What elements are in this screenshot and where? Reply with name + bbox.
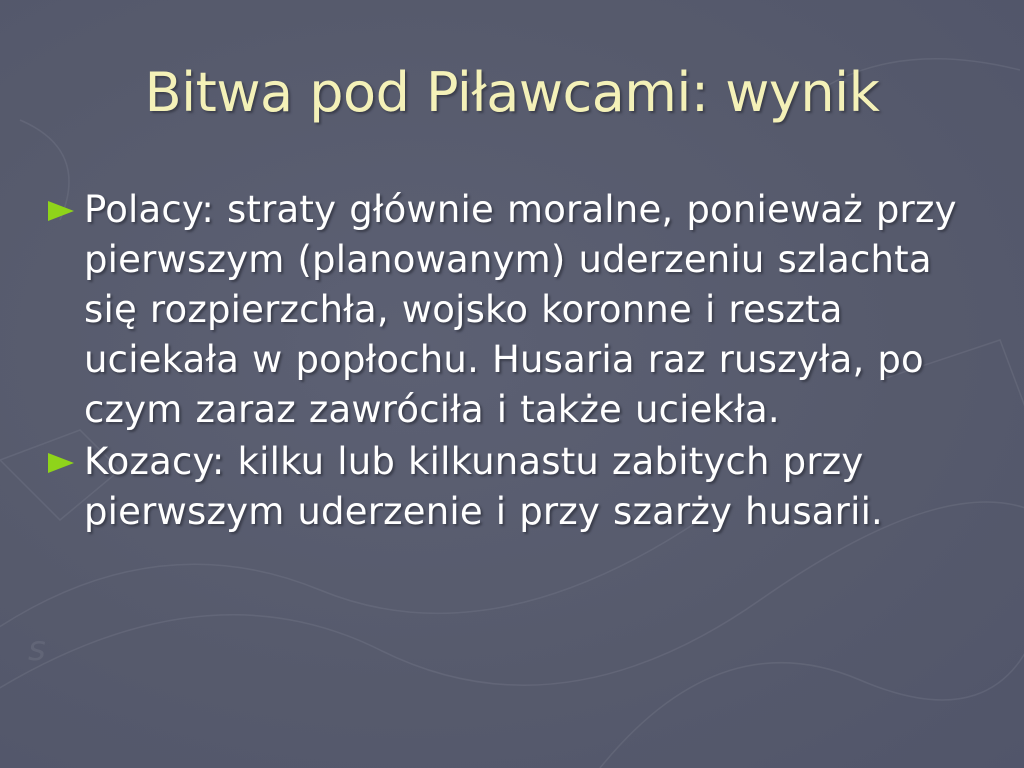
right-triangle-icon [46,198,76,224]
svg-text:s: s [28,629,46,669]
bullet-item-polacy [46,185,986,435]
bullet-item-kozacy [46,437,986,537]
slide-title: Bitwa pod Piławcami: wynik [144,61,880,124]
bullet-text: Kozacy: kilku lub kilkunastu zabitych przy pierwszym uderzenie i przy szarży husarii. [84,440,884,533]
right-triangle-icon [46,450,76,476]
bullet-text: Polacy: straty głównie moralne, ponieważ przy pierwszym (planowanym) uderzeniu szlachta się rozpierzchła, wojsko koronne i reszta uciekała w popłochu. Husaria raz ruszyła, po czym zaraz zawróciła i także uciekła. [84,188,957,431]
bullet-list [46,185,986,539]
